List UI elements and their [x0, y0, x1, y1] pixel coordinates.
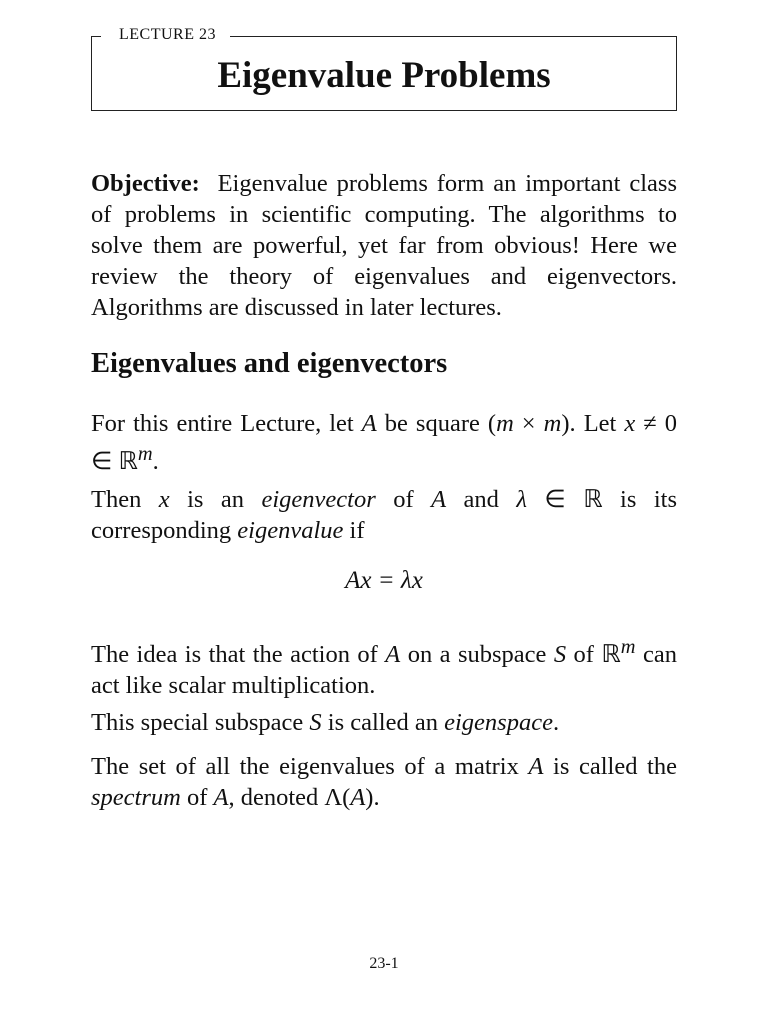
- math-var: m: [543, 410, 562, 437]
- text: of: [180, 784, 214, 811]
- math-superscript: m: [137, 443, 153, 465]
- math-superscript: m: [620, 636, 636, 658]
- text: and: [446, 486, 517, 513]
- lecture-label: LECTURE 23: [115, 26, 220, 44]
- paragraph-eigenvector-definition: [91, 484, 677, 546]
- math-var: λ: [516, 486, 527, 513]
- text: .: [152, 448, 159, 476]
- math-var: S: [309, 709, 322, 736]
- text: is called the: [543, 753, 677, 780]
- paragraph-action-subspace: [91, 632, 677, 701]
- term-eigenspace: eigenspace: [444, 709, 553, 736]
- objective-text: Eigenvalue problems form an important class of problems in scientific computing. The algorithms to solve them are powerful, yet far from obvious! Here we review the theory of eigenvalues and eigenvectors. Algorithms are discussed in later lectures.: [91, 170, 677, 321]
- text: of ℝ: [566, 641, 621, 669]
- text: This special subspace: [91, 709, 310, 736]
- text: of: [375, 486, 432, 513]
- term-eigenvalue: eigenvalue: [237, 517, 344, 544]
- text: .: [552, 709, 560, 736]
- text: , denoted Λ(: [228, 784, 351, 811]
- paragraph-eigenspace: [91, 707, 677, 738]
- page-number: 23-1: [369, 955, 399, 972]
- text: on a subspace: [400, 641, 554, 669]
- math-var: A: [361, 410, 377, 437]
- text: is called an: [321, 709, 445, 736]
- math-var: S: [553, 641, 567, 669]
- text: ≠ 0 ∈ ℝ: [91, 410, 678, 476]
- term-spectrum: spectrum: [91, 784, 181, 811]
- text: The idea is that the action of: [91, 641, 386, 669]
- section-heading: Eigenvalues and eigenvectors: [91, 348, 448, 379]
- text: For this entire Lecture, let: [91, 410, 362, 437]
- math-var: A: [431, 486, 447, 513]
- text: be square (: [376, 410, 497, 437]
- math-var: A: [528, 753, 544, 780]
- text: if: [343, 517, 365, 544]
- math-var: m: [496, 410, 514, 437]
- text: is an: [169, 486, 262, 513]
- objective-paragraph: [91, 168, 677, 323]
- paragraph-definition-matrix: [91, 408, 677, 477]
- text: ∈ ℝ is its corresponding: [91, 486, 678, 544]
- text: ). Let: [561, 410, 625, 437]
- math-var: A: [213, 784, 229, 811]
- objective-label: Objective:: [91, 170, 200, 197]
- text: Then: [91, 486, 159, 513]
- eigen-equation: Ax = λx: [345, 567, 423, 594]
- page-title: Eigenvalue Problems: [217, 55, 551, 96]
- text: ).: [365, 784, 380, 811]
- text: The set of all the eigenvalues of a matrix: [91, 753, 529, 780]
- term-eigenvector: eigenvector: [261, 486, 376, 513]
- math-var: x: [624, 410, 636, 437]
- math-var: A: [350, 784, 366, 811]
- text: ×: [513, 410, 544, 437]
- paragraph-spectrum: [91, 751, 677, 813]
- math-var: A: [385, 641, 401, 669]
- text: can act like scalar multiplication.: [91, 641, 677, 700]
- math-var: x: [158, 486, 170, 513]
